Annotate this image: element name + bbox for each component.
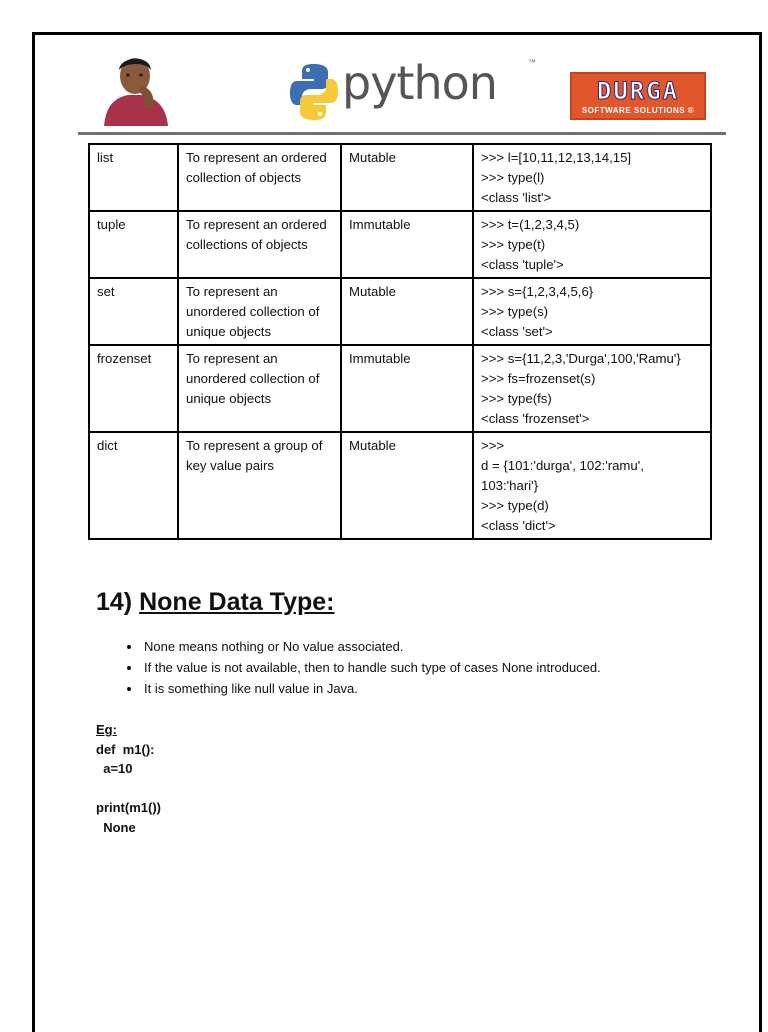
mutability-cell: Immutable [341,211,473,278]
type-cell: tuple [89,211,178,278]
code-line: a=10 [96,761,133,776]
purpose-cell: To represent an ordered collections of objects [178,211,341,278]
example-code-line: 103:'hari'} [481,478,539,493]
example-code-line: >>> [481,438,505,453]
bullet-item: • None means nothing or No value associated. [142,636,742,657]
code-blank-line [96,779,161,799]
example-code-line: >>> s={1,2,3,4,5,6} [481,284,594,299]
example-cell [473,432,711,539]
example-code-line: >>> s={11,2,3,'Durga',100,'Ramu'} [481,351,681,366]
section-title: None Data Type: [139,588,335,616]
bullet-list [118,636,742,699]
table-row [89,144,711,211]
header-divider [78,132,726,135]
example-code-line: >>> type(t) [481,237,546,252]
example-code-line: >>> t=(1,2,3,4,5) [481,217,580,232]
purpose-cell: To represent an ordered collection of objects [178,144,341,211]
purpose-cell: To represent an unordered collection of unique objects [178,278,341,345]
example-code-line: >>> fs=frozenset(s) [481,371,596,386]
durga-logo-title: DURGA [596,77,680,105]
example-code-line: >>> l=[10,11,12,13,14,15] [481,150,632,165]
example-label: Eg: [96,722,117,737]
example-code-line: >>> type(d) [481,498,549,513]
example-code-line: <class 'list'> [481,190,552,205]
page-header [78,44,726,132]
example-cell [473,345,711,432]
bullet-item: • It is something like null value in Java. [142,678,742,699]
type-cell: frozenset [89,345,178,432]
example-cell [473,278,711,345]
purpose-cell: To represent an unordered collection of unique objects [178,345,341,432]
author-photo [98,48,172,126]
python-wordmark: python [342,56,497,110]
mutability-cell: Mutable [341,144,473,211]
durga-logo-box [570,72,706,120]
section-heading [96,588,335,617]
mutability-cell: Immutable [341,345,473,432]
table-row [89,278,711,345]
table-row [89,345,711,432]
trademark-symbol: ™ [528,58,536,67]
example-cell [473,211,711,278]
table-row [89,211,711,278]
python-logo [290,54,536,124]
mutability-cell: Mutable [341,278,473,345]
type-cell: set [89,278,178,345]
example-block [96,720,161,837]
durga-logo-subtitle: SOFTWARE SOLUTIONS ® [581,106,695,115]
mutability-cell: Mutable [341,432,473,539]
table-row [89,432,711,539]
durga-logo [570,72,706,120]
bullet-item: • If the value is not available, then to handle such type of cases None introduced. [142,657,742,678]
data-types-table [88,143,712,540]
example-code-line: <class 'dict'> [481,518,556,533]
example-code-line: >>> type(l) [481,170,545,185]
example-code-line: >>> type(fs) [481,391,552,406]
code-line: print(m1()) [96,800,161,815]
example-cell [473,144,711,211]
example-code-line: <class 'set'> [481,324,553,339]
type-cell: dict [89,432,178,539]
example-code-line: <class 'frozenset'> [481,411,590,426]
example-code-line: d = {101:'durga', 102:'ramu', [481,458,644,473]
code-line: def m1(): [96,741,155,757]
section-number: 14) [96,588,133,616]
type-cell: list [89,144,178,211]
example-code-line: >>> type(s) [481,304,549,319]
code-line: None [96,819,136,835]
example-code-line: <class 'tuple'> [481,257,564,272]
purpose-cell: To represent a group of key value pairs [178,432,341,539]
